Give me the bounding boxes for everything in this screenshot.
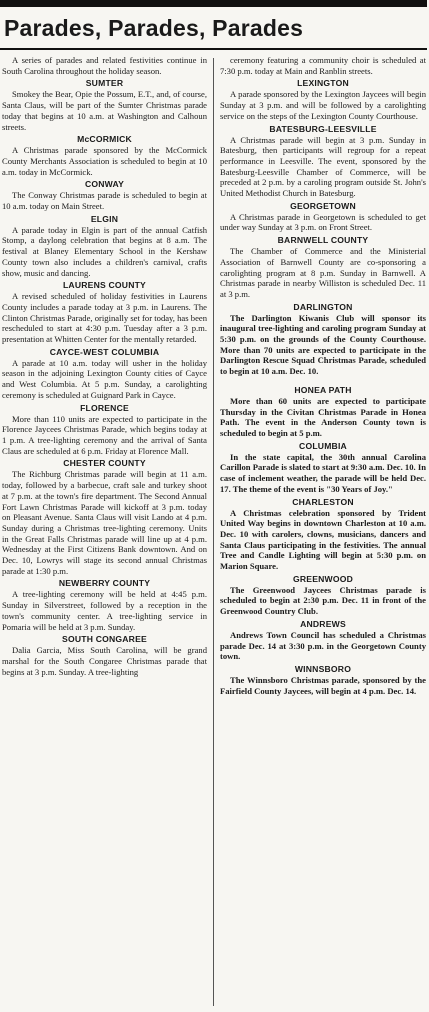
- section-body: In the state capital, the 30th annual Carolina Carillon Parade is slated to start at 9:30 a.m. Dec. 10. In case of inclement weather, the parade will be held Dec. 17. The theme of the event is "30 Years of Joy.": [220, 451, 426, 494]
- top-rule: [0, 0, 427, 7]
- section-body: The Greenwood Jaycees Christmas parade is scheduled to begin at 2:30 p.m. Dec. 11 in front of the Greenwood Country Club.: [220, 584, 426, 617]
- section-body: A Christmas parade will begin at 3 p.m. Sunday in Batesburg, then participants will regroup for a repeat performance in Leesville. The event, sponsored by the Batesburg-Leesville Chamber of Commerce, will be preceded at 2 p.m. by a caroling program outside St. John's United Methodist Church in Batesburg.: [220, 134, 426, 199]
- headline-rule: [0, 48, 427, 50]
- section-heading: GREENWOOD: [292, 573, 354, 584]
- section-newberry-county: [2, 578, 207, 632]
- section-sumter: [2, 78, 207, 132]
- section-elgin: [2, 214, 207, 279]
- section-body: A parade at 10 a.m. today will usher in the holiday season in the adjoining Lexington County cities of Cayce and West Columbia. At 5 p.m. Sunday, a carolighting ceremony is scheduled at Guignard Park in Cayce.: [2, 357, 207, 400]
- left-column: [2, 55, 207, 677]
- section-body: A tree-lighting ceremony will be held at 4:45 p.m. Sunday in Silverstreet, followed by a reception in the town's community center. A tree-lighting service in Pomaria will be held at 3 p.m. Sunday.: [2, 589, 207, 632]
- section-heading: FLORENCE: [80, 402, 129, 413]
- section-heading: BARNWELL COUNTY: [277, 235, 369, 246]
- section-body: The Chamber of Commerce and the Ministerial Association of Barnwell County are co-sponsoring a carolighting program at 8 p.m. Sunday in Barnwell. A Christmas parade in nearby Williston is scheduled Dec. 11 at 3 p.m.: [220, 246, 426, 299]
- section-winnsboro: [220, 664, 426, 696]
- section-body: ceremony featuring a community choir is scheduled at 7:30 p.m. today at Main and Ranblin streets.: [220, 55, 426, 76]
- section-honea-path: [220, 377, 426, 439]
- section-body: Dalia Garcia, Miss South Carolina, will be grand marshal for the South Congaree Christmas parade that begins at 3 p.m. Sunday. A tree-lighting: [2, 645, 207, 677]
- section-body: The Darlington Kiwanis Club will sponsor its inaugural tree-lighting and caroling program Sunday at 5:30 p.m. on the grounds of the County Courthouse. More than 70 units are expected to participate in the Darlington Rescue Squad Christmas Parade, scheduled to begin at 10 a.m. Dec. 10.: [220, 312, 426, 377]
- section-body: A series of parades and related festivities continue in South Carolina throughout the holiday season.: [2, 55, 207, 76]
- section-heading: WINNSBORO: [294, 663, 352, 674]
- section-body: The Richburg Christmas parade will begin at 11 a.m. today, followed by a barbecue, craft sale and turkey shoot at 7 p.m. at the town's fire department. The Second Annual Fort Lawn Christmas Parade will kickoff at 3 p.m. today on Pleasant Avenue. Santa Claus will visit Lando at 4 p.m. Sunday during a Christmas tree-lighting ceremony. Units in the Great Falls Christmas parade will line up at 4 p.m. Wednesday at the First Citizens Bank downtown. And on Dec. 10, Lowrys will stage its second annual Christmas parade at 1:30 p.m.: [2, 469, 207, 576]
- section-body: A revised scheduled of holiday festivities in Laurens County includes a parade today at 3 p.m. in Laurens. The Clinton Christmas Parade, originally set for today, has been rescheduled to start at 4:30 p.m. Tuesday after a 3 p.m. presentation at Whitten Center for the mentally retarded.: [2, 291, 207, 345]
- section-body: A Christmas celebration sponsored by Trident United Way begins in downtown Charleston at 10 a.m. Dec. 10 with carolers, clowns, musicians, dancers and Santa Claus participating in the festivities. The annual Tree and Candle Lighting will begin at 5:30 p.m. on Marion Square.: [220, 507, 426, 572]
- section-heading: CAYCE-WEST COLUMBIA: [49, 346, 160, 357]
- section-south-congaree: [2, 634, 207, 677]
- section-darlington: [220, 302, 426, 377]
- headline: Parades, Parades, Parades: [4, 15, 304, 41]
- section-greenwood: [220, 574, 426, 617]
- section-florence: [2, 403, 207, 457]
- section-georgetown: [220, 201, 426, 233]
- section-heading: HONEA PATH: [294, 384, 352, 395]
- section-mccormick: [2, 134, 207, 177]
- section-body: The Conway Christmas parade is scheduled to begin at 10 a.m. today on Main Street.: [2, 190, 207, 212]
- section-heading: CONWAY: [84, 179, 125, 190]
- section-heading: LEXINGTON: [297, 78, 349, 89]
- section-spacer: [220, 377, 426, 383]
- section-intro: [2, 55, 207, 76]
- section-charleston: [220, 497, 426, 572]
- section-heading: COLUMBIA: [299, 440, 347, 451]
- section-chester-county: [2, 458, 207, 576]
- section-heading: ANDREWS: [300, 618, 346, 629]
- section-heading: GEORGETOWN: [290, 200, 356, 211]
- section-heading: SUMTER: [85, 78, 124, 89]
- section-columbia: [220, 441, 426, 495]
- section-body: Andrews Town Council has scheduled a Christmas parade Dec. 14 at 3:30 p.m. in the Georgetown County town.: [220, 629, 426, 662]
- column-divider: [213, 58, 214, 1006]
- section-heading: CHARLESTON: [292, 496, 354, 507]
- section-body: A Christmas parade in Georgetown is scheduled to get under way Sunday at 3 p.m. on Front Street.: [220, 211, 426, 233]
- section-conway: [2, 179, 207, 211]
- section-lexington: [220, 78, 426, 121]
- section-heading: NEWBERRY COUNTY: [58, 578, 151, 589]
- section-heading: DARLINGTON: [293, 301, 353, 312]
- section-body: Smokey the Bear, Opie the Possum, E.T., and, of course, Santa Claus, will be part of the Sumter Christmas parade today that begins at 10 a.m. at Washington and Calhoun streets.: [2, 89, 207, 132]
- section-body: More than 60 units are expected to participate Thursday in the Civitan Christmas Parade in Honea Path. The event in the Anderson County town is scheduled to begin at 5 p.m.: [220, 395, 426, 438]
- section-body: A Christmas parade sponsored by the McCormick County Merchants Association is scheduled to begin at 10 a.m. today in McCormick.: [2, 145, 207, 177]
- right-column: [220, 55, 426, 696]
- section-cayce-west-columbia: [2, 347, 207, 401]
- section-body: A parade sponsored by the Lexington Jaycees will begin Sunday at 3 p.m. and will be followed by a carolighting service on the steps of the Lexington County Courthouse.: [220, 89, 426, 121]
- section-heading: ELGIN: [90, 213, 119, 224]
- section-batesburg-leesville: [220, 124, 426, 199]
- section-andrews: [220, 619, 426, 662]
- section-heading: BATESBURG-LEESVILLE: [269, 123, 377, 134]
- section-intro: [220, 55, 426, 76]
- section-body: More than 110 units are expected to participate in the Florence Jaycees Christmas Parade, which begins today at 1 p.m. A tree-lighting ceremony and the arrival of Santa Claus are scheduled at 6 p.m. Friday at Florence Mall.: [2, 413, 207, 456]
- section-heading: SOUTH CONGAREE: [62, 634, 147, 645]
- section-body: The Winnsboro Christmas parade, sponsored by the Fairfield County Jaycees, will begin at 4 p.m. Dec. 14.: [220, 674, 426, 696]
- section-heading: CHESTER COUNTY: [63, 458, 146, 469]
- section-barnwell-county: [220, 235, 426, 300]
- section-laurens-county: [2, 280, 207, 345]
- section-body: A parade today in Elgin is part of the annual Catfish Stomp, a daylong celebration that begins at 8 a.m. The festival at Blaney Elementary School in the Kershaw County town also includes a children's carnival, crafts show, music and dancing.: [2, 224, 207, 278]
- section-heading: LAURENS COUNTY: [62, 280, 146, 291]
- section-heading: McCORMICK: [77, 134, 132, 145]
